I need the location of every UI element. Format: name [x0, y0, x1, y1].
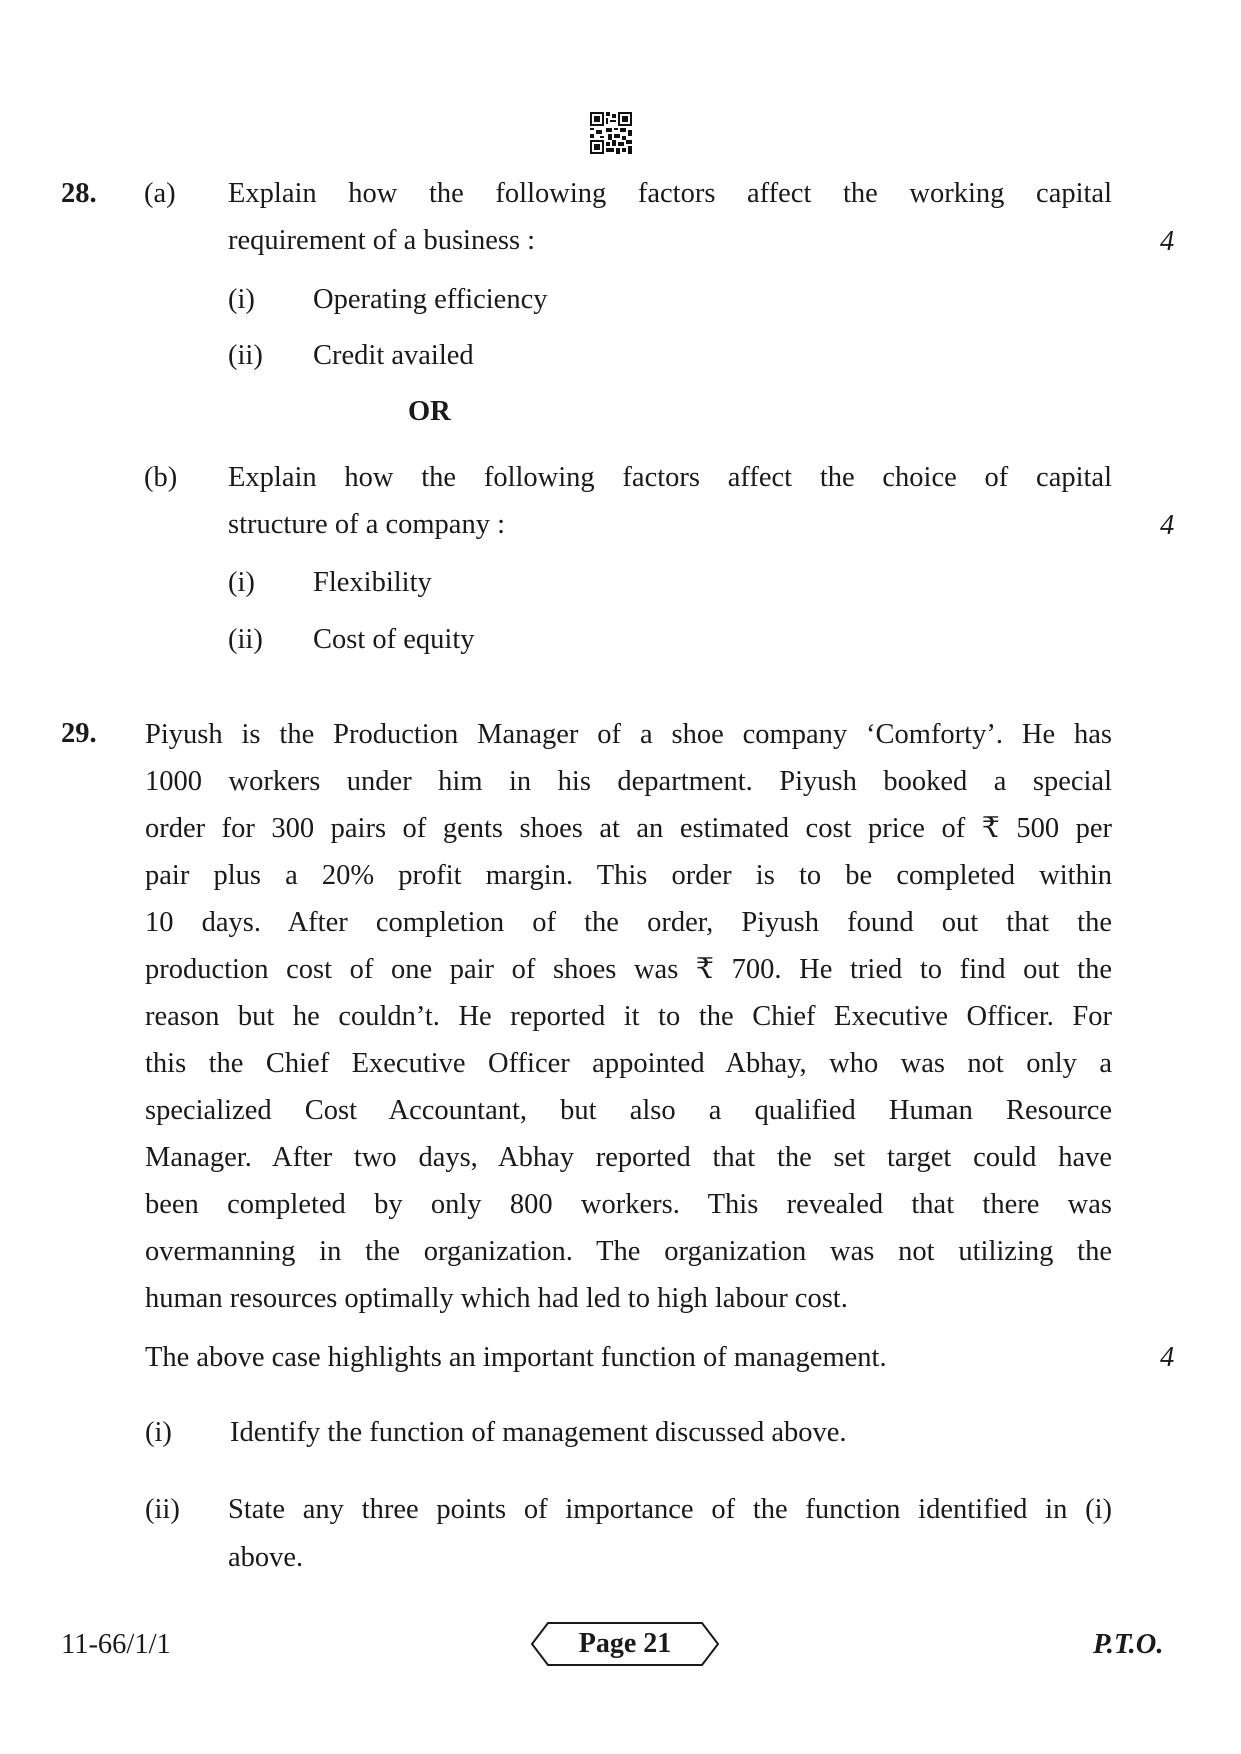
q28a-line-2: requirement of a business :	[228, 225, 536, 256]
q29-line-3: order for 300 pairs of gents shoes at an estimated cost price of ₹ 500 per	[145, 813, 1112, 844]
question-number-28: 28.	[61, 178, 97, 209]
q28b-item-1-label: (i)	[228, 567, 255, 598]
question-number-29: 29.	[61, 718, 97, 749]
qr-code-icon	[590, 112, 632, 154]
q29-line-12: overmanning in the organization. The organization was not utilizing the	[145, 1236, 1112, 1267]
q28a-line-1: Explain how the following factors affect the working capital	[228, 178, 1112, 209]
q29-marks: 4	[1160, 1342, 1175, 1373]
q28a-item-2-label: (ii)	[228, 340, 263, 371]
q29-line-6: production cost of one pair of shoes was ₹ 700. He tried to find out the	[145, 954, 1112, 985]
part-a-label: (a)	[144, 178, 176, 209]
page-number-badge	[530, 1621, 720, 1667]
q29-line-13: human resources optimally which had led to high labour cost.	[145, 1283, 848, 1314]
q29-part-i-label: (i)	[145, 1417, 172, 1448]
paper-code: 11-66/1/1	[61, 1629, 171, 1660]
q29-line-7: reason but he couldn’t. He reported it to the Chief Executive Officer. For	[145, 1001, 1112, 1032]
page-number: Page 21	[578, 1628, 672, 1659]
q28b-item-2-text: Cost of equity	[313, 624, 475, 655]
q28a-item-1-label: (i)	[228, 284, 255, 315]
q28b-line-2: structure of a company :	[228, 509, 505, 540]
q29-line-10: Manager. After two days, Abhay reported that the set target could have	[145, 1142, 1112, 1173]
q29-line-8: this the Chief Executive Officer appointed Abhay, who was not only a	[145, 1048, 1112, 1079]
q29-line-9: specialized Cost Accountant, but also a qualified Human Resource	[145, 1095, 1112, 1126]
pto-marker: P.T.O.	[1093, 1629, 1164, 1660]
q29-line-2: 1000 workers under him in his department. Piyush booked a special	[145, 766, 1112, 797]
q29-line-11: been completed by only 800 workers. This revealed that there was	[145, 1189, 1112, 1220]
q29-line-4: pair plus a 20% profit margin. This order is to be completed within	[145, 860, 1112, 891]
q29-part-ii-label: (ii)	[145, 1494, 180, 1525]
q29-part-i-text: Identify the function of management discussed above.	[230, 1417, 847, 1448]
part-b-label: (b)	[144, 462, 178, 493]
q29-line-1: Piyush is the Production Manager of a shoe company ‘Comforty’. He has	[145, 719, 1112, 750]
q28b-item-2-label: (ii)	[228, 624, 263, 655]
q28b-marks: 4	[1160, 510, 1175, 541]
q28a-item-1-text: Operating efficiency	[313, 284, 548, 315]
q29-line-5: 10 days. After completion of the order, Piyush found out that the	[145, 907, 1112, 938]
q28a-marks: 4	[1160, 226, 1175, 257]
q29-part-ii-line-2: above.	[228, 1542, 304, 1573]
or-separator: OR	[408, 396, 451, 427]
q29-part-ii-line-1: State any three points of importance of the function identified in (i)	[228, 1494, 1112, 1525]
q28a-item-2-text: Credit availed	[313, 340, 474, 371]
q28b-item-1-text: Flexibility	[313, 567, 432, 598]
q28b-line-1: Explain how the following factors affect the choice of capital	[228, 462, 1112, 493]
q29-highlight-text: The above case highlights an important function of management.	[145, 1342, 887, 1373]
